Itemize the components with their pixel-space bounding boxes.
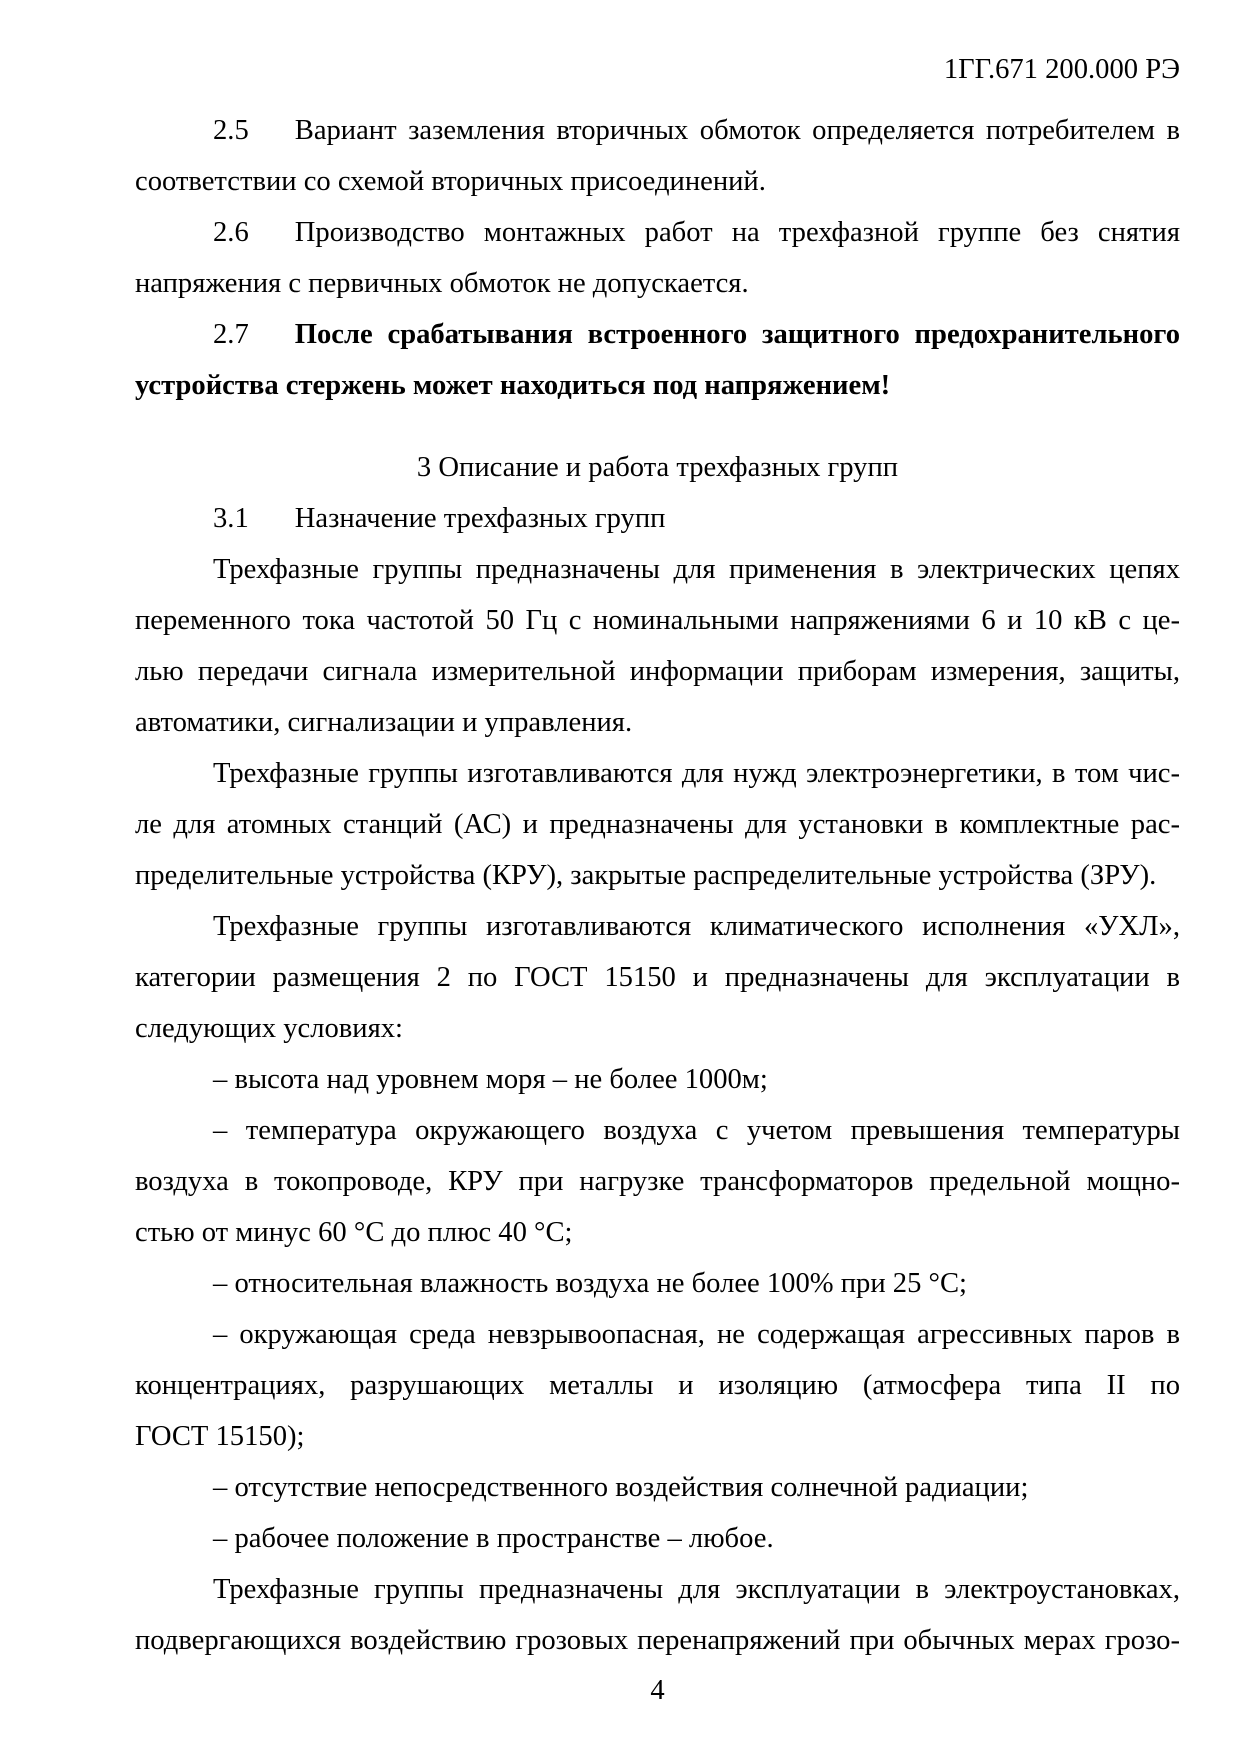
paragraph-b-line-3: пределительные устройства (КРУ), закрытые распределительные устройства (ЗРУ). (135, 860, 1157, 891)
section-3-heading: 3 Описание и работа трехфазных групп (416, 452, 899, 483)
clause-2-6-line-1 (135, 207, 1180, 258)
paragraph-a-line-3: лью передачи сигнала измерительной информации приборам измерения, защиты, (135, 656, 1180, 687)
clause-2-5-line-1 (135, 105, 1180, 156)
page-number: 4 (650, 1675, 665, 1706)
condition-item-temperature-line-1: – температура окружающего воздуха с учетом превышения температуры (213, 1115, 1180, 1146)
condition-item-altitude: – высота над уровнем моря – не более 1000м; (213, 1064, 768, 1095)
paragraph-a-line-4: автоматики, сигнализации и управления. (135, 707, 633, 738)
paragraph-d-line-1: Трехфазные группы предназначены для эксплуатации в электроустановках, (213, 1574, 1180, 1605)
document-code: 1ГГ.671 200.000 РЭ (943, 54, 1180, 85)
clause-2-7-number: 2.7 (213, 319, 249, 350)
condition-item-environment-line-2: концентрациях, разрушающих металлы и изоляцию (атмосфера типа II по (135, 1370, 1180, 1401)
clause-2-6-number: 2.6 (213, 217, 249, 248)
clause-2-7-line-2: устройства стержень может находиться под напряжением! (135, 370, 891, 401)
clause-3-1-text: Назначение трехфазных групп (294, 503, 666, 534)
condition-item-environment-line-1: – окружающая среда невзрывоопасная, не содержащая агрессивных паров в (213, 1319, 1180, 1350)
condition-item-working-position: – рабочее положение в пространстве – любое. (213, 1523, 774, 1554)
clause-2-7-line-1 (135, 309, 1180, 360)
paragraph-b-line-1: Трехфазные группы изготавливаются для нужд электроэнергетики, в том чис- (213, 758, 1180, 789)
clause-3-1-line-1 (135, 493, 1180, 544)
condition-item-humidity: – относительная влажность воздуха не более 100% при 25 °С; (213, 1268, 967, 1299)
paragraph-c-line-2: категории размещения 2 по ГОСТ 15150 и предназначены для эксплуатации в (135, 962, 1180, 993)
condition-item-solar-radiation: – отсутствие непосредственного воздействия солнечной радиации; (213, 1472, 1029, 1503)
document-body (135, 105, 1180, 1666)
clause-2-7-warning-text: После срабатывания встроенного защитного предохранительного (294, 319, 1180, 350)
clause-2-6-line-2: напряжения с первичных обмоток не допускается. (135, 268, 749, 299)
paragraph-a-line-2: переменного тока частотой 50 Гц с номинальными напряжениями 6 и 10 кВ с це- (135, 605, 1180, 636)
clause-2-5-text: Вариант заземления вторичных обмоток определяется потребителем в (294, 115, 1180, 146)
condition-item-temperature-line-2: воздуха в токопроводе, КРУ при нагрузке трансформаторов предельной мощно- (135, 1166, 1180, 1197)
paragraph-b-line-2: ле для атомных станций (АС) и предназначены для установки в комплектные рас- (135, 809, 1180, 840)
paragraph-d-line-2: подвергающихся воздействию грозовых перенапряжений при обычных мерах грозо- (135, 1625, 1180, 1656)
clause-3-1-number: 3.1 (213, 503, 249, 534)
condition-item-environment-line-3: ГОСТ 15150); (135, 1421, 305, 1452)
clause-2-5-line-2: соответствии со схемой вторичных присоединений. (135, 166, 766, 197)
clause-2-6-text: Производство монтажных работ на трехфазной группе без снятия (294, 217, 1180, 248)
paragraph-c-line-1: Трехфазные группы изготавливаются климатического исполнения «УХЛ», (213, 911, 1180, 942)
clause-2-5-number: 2.5 (213, 115, 249, 146)
paragraph-a-line-1: Трехфазные группы предназначены для применения в электрических цепях (213, 554, 1180, 585)
condition-item-temperature-line-3: стью от минус 60 °С до плюс 40 °С; (135, 1217, 573, 1248)
paragraph-c-line-3: следующих условиях: (135, 1013, 403, 1044)
